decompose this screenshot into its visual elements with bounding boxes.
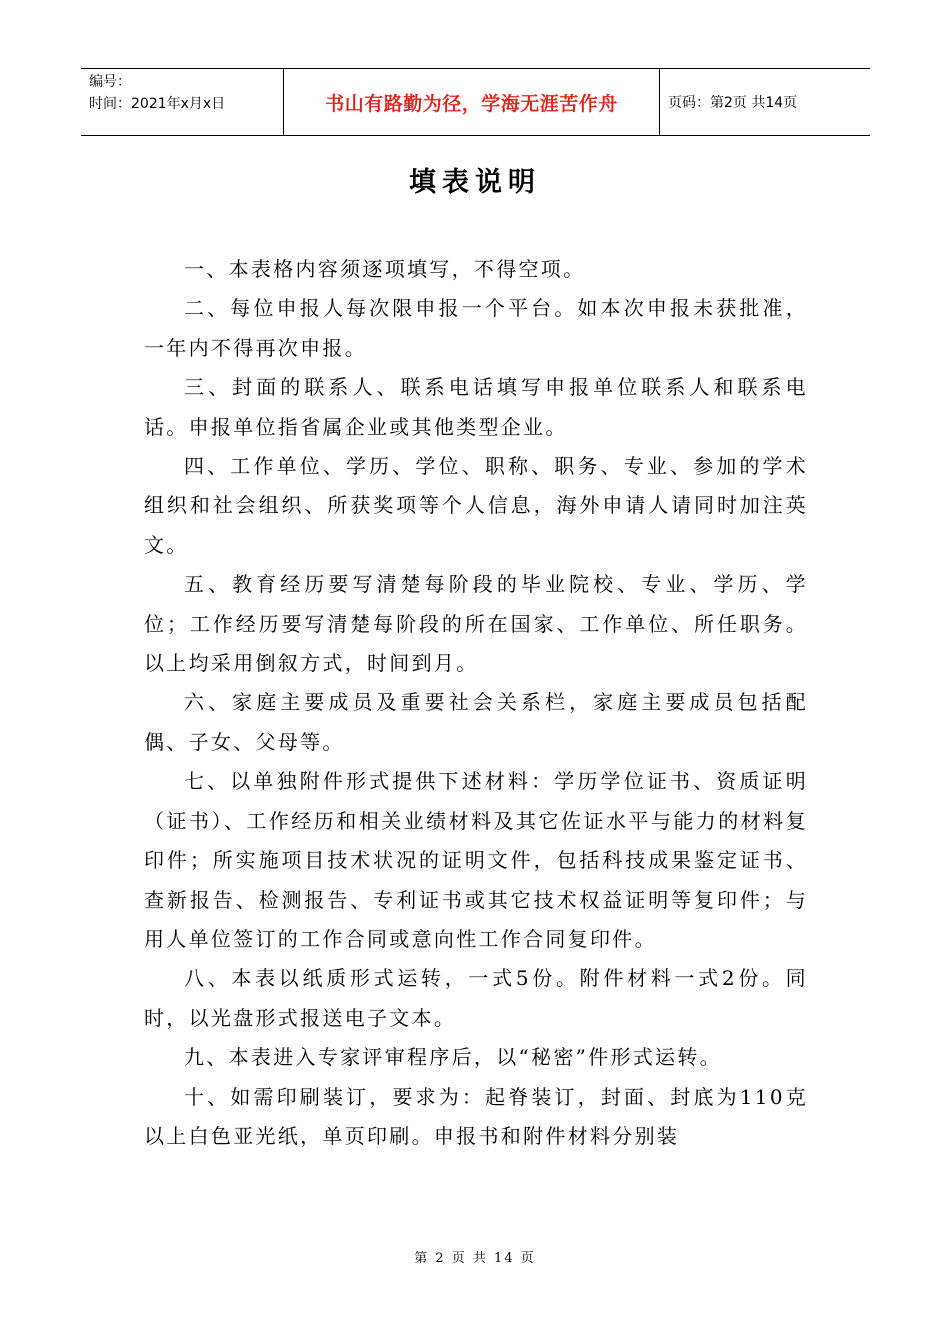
page-info: 页码：第2页 共14页	[668, 95, 798, 111]
instructions-body	[144, 250, 808, 1156]
document-title: 填表说明	[409, 167, 541, 198]
instruction-paragraph: 十、如需印刷装订，要求为：起脊装订，封面、封底为110克以上白色亚光纸，单页印刷。申报书和附件材料分别装	[144, 1084, 808, 1148]
instruction-paragraph: 九、本表进入专家评审程序后，以“秘密”件形式运转。	[184, 1045, 722, 1070]
header-meta	[81, 69, 283, 135]
header-motto-cell	[283, 69, 660, 135]
header-page-info-cell	[660, 69, 870, 135]
instruction-paragraph: 四、工作单位、学历、学位、职称、职务、专业、参加的学术组织和社会组织、所获奖项等个人信息，海外申请人请同时加注英文。	[144, 454, 808, 557]
time-label: 时间：2021年x月x日	[89, 96, 226, 112]
page-footer: 第 2 页 共 14 页	[414, 1251, 536, 1266]
instruction-paragraph: 一、本表格内容须逐项填写，不得空项。	[184, 257, 586, 281]
page-header	[81, 68, 870, 136]
motto-text: 书山有路勤为径，学海无涯苦作舟	[325, 92, 618, 115]
instruction-paragraph: 六、家庭主要成员及重要社会关系栏，家庭主要成员包括配偶、子女、父母等。	[144, 690, 808, 754]
instruction-paragraph: 七、以单独附件形式提供下述材料：学历学位证书、资质证明（证书）、工作经历和相关业绩材料及其它佐证水平与能力的材料复印件；所实施项目技术状况的证明文件，包括科技成果鉴定证书、查新报告、检测报告、专利证书或其它技术权益证明等复印件；与用人单位签订的工作合同或意向性工作合同复印件。	[144, 769, 808, 951]
instruction-paragraph: 八、本表以纸质形式运转，一式5份。附件材料一式2份。同时，以光盘形式报送电子文本。	[144, 966, 808, 1030]
instruction-paragraph: 二、每位申报人每次限申报一个平台。如本次申报未获批准，一年内不得再次申报。	[144, 296, 808, 360]
instruction-paragraph: 五、教育经历要写清楚每阶段的毕业院校、专业、学历、学位；工作经历要写清楚每阶段的所在国家、工作单位、所任职务。以上均采用倒叙方式，时间到月。	[144, 572, 808, 676]
number-label: 编号：	[89, 74, 131, 90]
instruction-paragraph: 三、封面的联系人、联系电话填写申报单位联系人和联系电话。申报单位指省属企业或其他类型企业。	[144, 375, 808, 439]
